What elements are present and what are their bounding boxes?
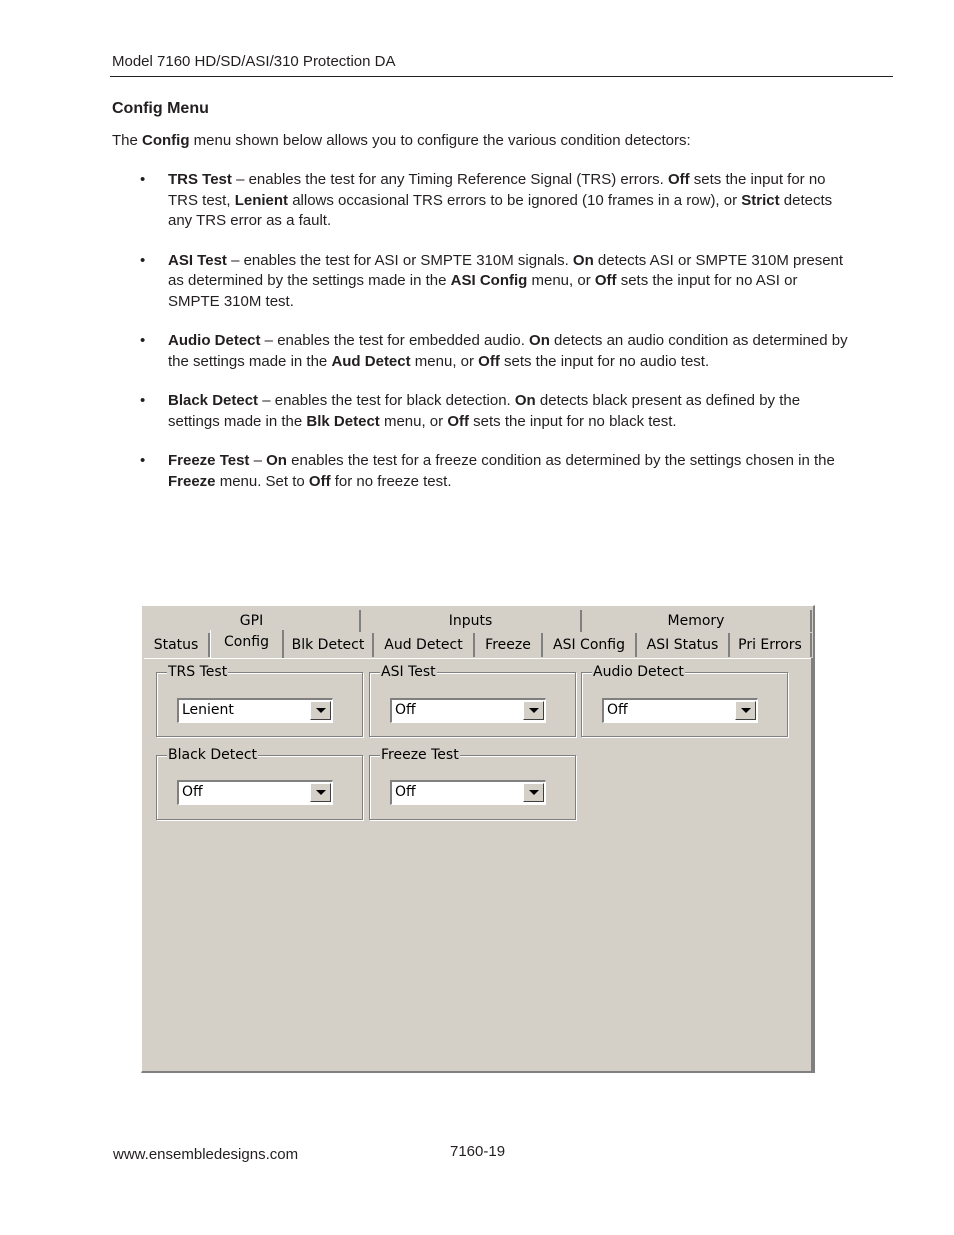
- bullet-bold-term: Aud Detect: [331, 352, 411, 370]
- bullet-bold-term: Off: [667, 171, 690, 188]
- bullet-bold-term: ASI Test: [168, 251, 227, 269]
- bullet-icon: •: [140, 251, 146, 269]
- dropdown-button[interactable]: [523, 701, 544, 720]
- audio-detect-select[interactable]: [602, 698, 758, 723]
- bullet-text: –: [249, 452, 267, 469]
- bullet-text: menu. Set to: [215, 472, 309, 490]
- freeze-test-label: Freeze Test: [381, 747, 459, 763]
- chevron-down-icon: [529, 790, 539, 795]
- bullet-text: detects any TRS error as a fault.: [168, 191, 833, 229]
- asi-test-label: ASI Test: [381, 664, 436, 680]
- tab-pri-errors[interactable]: Pri Errors: [730, 633, 812, 657]
- bullet-bold-term: TRS Test: [168, 171, 232, 188]
- bullet-text: menu, or: [410, 352, 479, 370]
- asi-test-group: [369, 664, 576, 737]
- page-number: 7160-19: [450, 1143, 506, 1160]
- bullet-bold-term: Black Detect: [168, 392, 259, 409]
- bullet-bold-term: On: [514, 392, 536, 409]
- footer-url: www.ensembledesigns.com: [113, 1146, 299, 1163]
- config-dialog: [141, 605, 815, 1073]
- freeze-test-value: Off: [395, 784, 416, 800]
- tab-asi-status[interactable]: ASI Status: [637, 633, 730, 657]
- panel-edge: [811, 658, 813, 1071]
- bullet-item: [140, 170, 850, 232]
- bullet-text: – enables the test for black detection.: [258, 392, 515, 409]
- bullet-text: detects ASI or SMPTE 310M present as determined by the settings made in the: [168, 251, 844, 289]
- bullet-text: – enables the test for embedded audio.: [260, 332, 530, 349]
- intro-text: menu shown below allows you to configure the various condition detectors:: [189, 132, 691, 149]
- dropdown-button[interactable]: [735, 701, 756, 720]
- bullet-item: [140, 251, 850, 313]
- tab-inputs[interactable]: Inputs: [361, 610, 582, 632]
- trs-test-group: [156, 664, 363, 737]
- bullet-bold-term: Freeze: [168, 472, 216, 490]
- header-rule: [110, 76, 893, 77]
- trs-test-label: TRS Test: [168, 664, 228, 680]
- black-detect-select[interactable]: [177, 780, 333, 805]
- bullet-bold-term: On: [266, 452, 287, 469]
- bullet-icon: •: [140, 392, 146, 409]
- tab-blk-detect[interactable]: Blk Detect: [284, 633, 374, 657]
- tab-gpi[interactable]: GPI: [144, 610, 361, 632]
- intro-bold-term: Config: [142, 132, 190, 149]
- bullet-list: [140, 170, 850, 511]
- chevron-down-icon: [316, 708, 326, 713]
- bullet-bold-term: Lenient: [234, 191, 289, 209]
- dropdown-button[interactable]: [310, 783, 331, 802]
- bullet-text: for no freeze test.: [330, 472, 452, 490]
- bullet-text: menu, or: [379, 412, 448, 430]
- freeze-test-select[interactable]: [390, 780, 546, 805]
- bullet-bold-term: Off: [308, 472, 331, 490]
- bullet-bold-term: Blk Detect: [306, 412, 380, 430]
- tab-config[interactable]: Config: [210, 630, 284, 658]
- bullet-bold-term: Off: [478, 352, 500, 370]
- bullet-bold-term: Freeze Test: [168, 452, 250, 469]
- bullet-bold-term: Strict: [741, 191, 780, 209]
- bullet-text: allows occasional TRS errors to be ignored (10 frames in a row), or: [288, 191, 742, 209]
- bullet-text: sets the input for no TRS test,: [168, 171, 826, 209]
- tab-freeze[interactable]: Freeze: [475, 633, 543, 657]
- trs-test-value: Lenient: [182, 702, 234, 718]
- tab-aud-detect[interactable]: Aud Detect: [374, 633, 475, 657]
- bullet-text: detects black present as defined by the settings made in the: [168, 392, 801, 430]
- chevron-down-icon: [529, 708, 539, 713]
- dropdown-button[interactable]: [523, 783, 544, 802]
- audio-detect-group: [581, 664, 788, 737]
- asi-test-select[interactable]: [390, 698, 546, 723]
- bullet-text: detects an audio condition as determined by the settings made in the: [168, 332, 848, 370]
- freeze-test-group: [369, 747, 576, 820]
- bullet-bold-term: Off: [594, 272, 617, 289]
- audio-detect-label: Audio Detect: [593, 664, 684, 680]
- chevron-down-icon: [316, 790, 326, 795]
- bullet-item: [140, 391, 850, 432]
- section-heading: Config Menu: [112, 100, 209, 117]
- dropdown-button[interactable]: [310, 701, 331, 720]
- bullet-text: – enables the test for any Timing Reference Signal (TRS) errors.: [231, 171, 668, 188]
- chevron-down-icon: [741, 708, 751, 713]
- bullet-bold-term: Audio Detect: [168, 332, 261, 349]
- bullet-text: sets the input for no audio test.: [499, 352, 710, 370]
- bullet-icon: •: [140, 332, 146, 349]
- bullet-text: – enables the test for ASI or SMPTE 310M signals.: [226, 251, 573, 269]
- bullet-text: enables the test for a freeze condition as determined by the settings chosen in the: [286, 452, 835, 469]
- intro-text: The: [112, 132, 143, 149]
- bullet-item: [140, 331, 850, 372]
- audio-detect-value: Off: [607, 702, 628, 718]
- trs-test-select[interactable]: [177, 698, 333, 723]
- bullet-text: menu, or: [527, 272, 595, 289]
- page-header-title: Model 7160 HD/SD/ASI/310 Protection DA: [112, 53, 396, 70]
- tab-status[interactable]: Status: [144, 633, 210, 657]
- bullet-bold-term: Off: [447, 412, 469, 430]
- black-detect-value: Off: [182, 784, 203, 800]
- tab-memory[interactable]: Memory: [582, 610, 812, 632]
- tab-asi-config[interactable]: ASI Config: [543, 633, 637, 657]
- bullet-text: sets the input for no black test.: [468, 412, 677, 430]
- tab-strip-highlight: [144, 658, 811, 659]
- black-detect-label: Black Detect: [168, 747, 258, 763]
- bullet-icon: •: [140, 171, 146, 188]
- bullet-icon: •: [140, 452, 146, 469]
- black-detect-group: [156, 747, 363, 820]
- bullet-bold-term: On: [529, 332, 550, 349]
- bullet-bold-term: On: [572, 251, 594, 269]
- bullet-item: [140, 451, 850, 492]
- intro-paragraph: [112, 131, 691, 151]
- bullet-text: sets the input for no ASI or SMPTE 310M test.: [168, 272, 798, 310]
- bullet-bold-term: ASI Config: [450, 272, 528, 289]
- asi-test-value: Off: [395, 702, 416, 718]
